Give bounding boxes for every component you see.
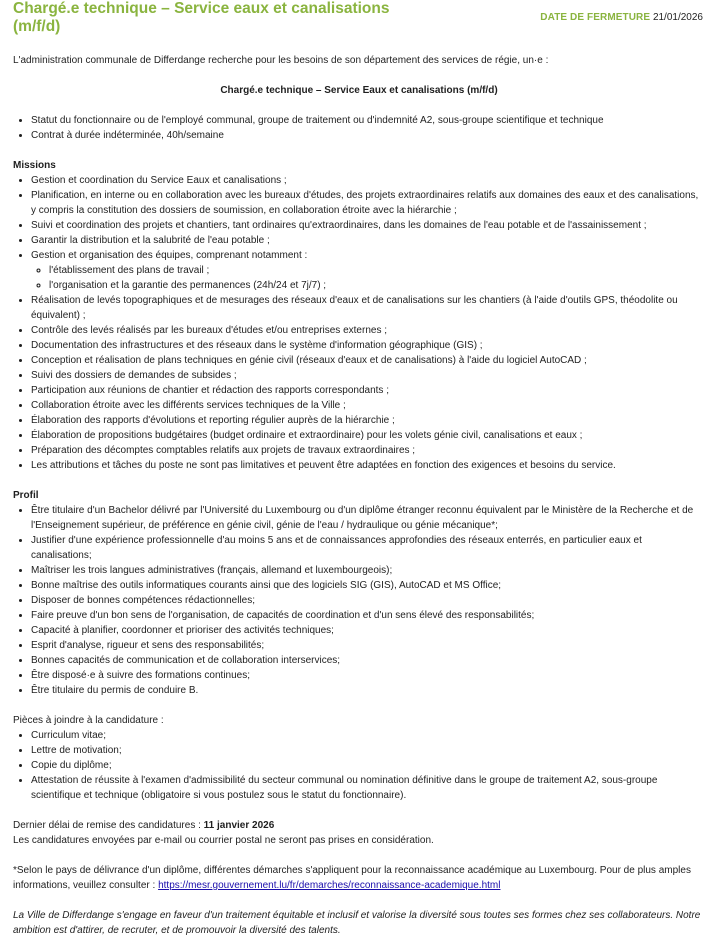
list-item: • Contrôle des levés réalisés par les bureaux d'études et/ou entreprises externes ; <box>31 323 705 338</box>
footnote-text: *Selon le pays de délivrance d'un diplôme, différentes démarches s'appliquent pour la reconnaissance académique au Luxembourg. Pour de plus amples informations, veuillez consulter : <box>13 865 691 891</box>
list-item: • Conception et réalisation de plans techniques en génie civil (réseaux d'eaux et de canalisations) à l'aide du logiciel AutoCAD ; <box>31 353 705 368</box>
list-item: • Attestation de réussite à l'examen d'admissibilité du secteur communal ou nomination définitive dans le groupe de traitement A2, sous-groupe scientifique et technique (obligatoire si vous postulez sous le statut du fonctionnaire). <box>31 773 705 803</box>
deadline-note: Les candidatures envoyées par e-mail ou courrier postal ne seront pas prises en considération. <box>13 835 434 846</box>
list-item: • Gestion et coordination du Service Eaux et canalisations ; <box>31 173 705 188</box>
sub-list-item: ◦ l'établissement des plans de travail ; <box>49 263 705 278</box>
list-item: • Maîtriser les trois langues administratives (français, allemand et luxembourgeois); <box>31 563 705 578</box>
list-item-text: Gestion et organisation des équipes, comprenant notamment : <box>31 250 308 261</box>
list-item: • Statut du fonctionnaire ou de l'employé communal, groupe de traitement ou d'indemnité A2, sous-groupe scientifique et technique <box>31 113 705 128</box>
list-item: • Participation aux réunions de chantier et rédaction des rapports correspondants ; <box>31 383 705 398</box>
list-item: • Disposer de bonnes compétences rédactionnelles; <box>31 593 705 608</box>
list-item: • Curriculum vitae; <box>31 728 705 743</box>
list-item: • Suivi et coordination des projets et chantiers, tant ordinaires qu'extraordinaires, dans les domaines de l'eau potable et de l'assainissement ; <box>31 218 705 233</box>
closing-date-value: 21/01/2026 <box>652 12 703 23</box>
list-item: • Planification, en interne ou en collaboration avec les bureaux d'études, des projets extraordinaires relatifs aux domaines des eaux et des canalisations, y compris la constitution des dossiers de soumission, en collaboration étroite avec la hiérarchie ; <box>31 188 705 218</box>
list-item: • Lettre de motivation; <box>31 743 705 758</box>
intro-paragraph: L'administration communale de Differdange recherche pour les besoins de son département des services de régie, un·e : <box>13 55 549 66</box>
list-item: • Bonne maîtrise des outils informatiques courants ainsi que des logiciels SIG (GIS), AutoCAD et MS Office; <box>31 578 705 593</box>
pieces-list <box>13 728 705 803</box>
list-item: • Capacité à planifier, coordonner et prioriser des activités techniques; <box>31 623 705 638</box>
deadline-paragraph <box>13 818 705 833</box>
list-item: • Réalisation de levés topographiques et de mesurages des réseaux d'eaux et de canalisations sur les chantiers (à l'aide d'outils GPS, théodolite ou équivalent) ; <box>31 293 705 323</box>
status-list <box>13 113 705 143</box>
footnote-paragraph <box>13 863 705 893</box>
job-description <box>13 53 705 938</box>
list-item: • Copie du diplôme; <box>31 758 705 773</box>
position-title: Chargé.e technique – Service Eaux et canalisations (m/f/d) <box>220 85 498 96</box>
list-item: • Élaboration de propositions budgétaires (budget ordinaire et extraordinaire) pour les volets génie civil, canalisations et eaux ; <box>31 428 705 443</box>
profil-heading: Profil <box>13 490 39 501</box>
list-item: • Bonnes capacités de communication et de collaboration interservices; <box>31 653 705 668</box>
list-item: • Collaboration étroite avec les différents services techniques de la Ville ; <box>31 398 705 413</box>
profil-list <box>13 503 705 698</box>
closing-date <box>540 11 703 25</box>
deadline-date: 11 janvier 2026 <box>203 820 275 831</box>
list-item <box>31 248 705 293</box>
list-item: • Justifier d'une expérience professionnelle d'au moins 5 ans et de connaissances approfondies des réseaux enterrés, en particulier eaux et canalisations; <box>31 533 705 563</box>
sub-list-item: ◦ l'organisation et la garantie des permanences (24h/24 et 7j/7) ; <box>49 278 705 293</box>
list-item: • Être titulaire du permis de conduire B. <box>31 683 705 698</box>
diversity-statement <box>13 908 705 938</box>
pieces-heading: Pièces à joindre à la candidature : <box>13 715 164 726</box>
list-item: • Les attributions et tâches du poste ne sont pas limitatives et peuvent être adaptées en fonction des exigences et besoins du service. <box>31 458 705 473</box>
diversity-text: La Ville de Differdange s'engage en faveur d'un traitement équitable et inclusif et valorise la diversité sous toutes ses formes chez ses collaborateurs. Notre ambition est d'attirer, de recruter, et de promouvoir la diversité des talents. <box>13 910 701 936</box>
missions-heading: Missions <box>13 160 56 171</box>
deadline-label: Dernier délai de remise des candidatures : <box>13 820 204 831</box>
list-item: • Suivi des dossiers de demandes de subsides ; <box>31 368 705 383</box>
list-item: • Contrat à durée indéterminée, 40h/semaine <box>31 128 705 143</box>
list-item: • Faire preuve d'un bon sens de l'organisation, de capacités de coordination et d'un sens élevé des responsabilités; <box>31 608 705 623</box>
closing-date-label: DATE DE FERMETURE <box>540 12 651 23</box>
list-item: • Être titulaire d'un Bachelor délivré par l'Université du Luxembourg ou d'un diplôme étranger reconnu équivalent par le Ministère de la Recherche et de l'Enseignement supérieur, de préférence en génie civil, génie de l'eau / hydraulique ou génie mécanique*; <box>31 503 705 533</box>
list-item: • Documentation des infrastructures et des réseaux dans le système d'information géographique (GIS) ; <box>31 338 705 353</box>
list-item: • Être disposé·e à suivre des formations continues; <box>31 668 705 683</box>
list-item: • Élaboration des rapports d'évolutions et reporting régulier auprès de la hiérarchie ; <box>31 413 705 428</box>
page-title: Chargé.e technique – Service eaux et canalisations (m/f/d) <box>13 0 390 35</box>
list-item: • Préparation des décomptes comptables relatifs aux projets de travaux extraordinaires ; <box>31 443 705 458</box>
recognition-link[interactable]: https://mesr.gouvernement.lu/fr/demarches/reconnaissance-academique.html <box>158 880 501 891</box>
list-item: • Esprit d'analyse, rigueur et sens des responsabilités; <box>31 638 705 653</box>
missions-sublist <box>31 263 705 293</box>
list-item: • Garantir la distribution et la salubrité de l'eau potable ; <box>31 233 705 248</box>
missions-list <box>13 173 705 473</box>
